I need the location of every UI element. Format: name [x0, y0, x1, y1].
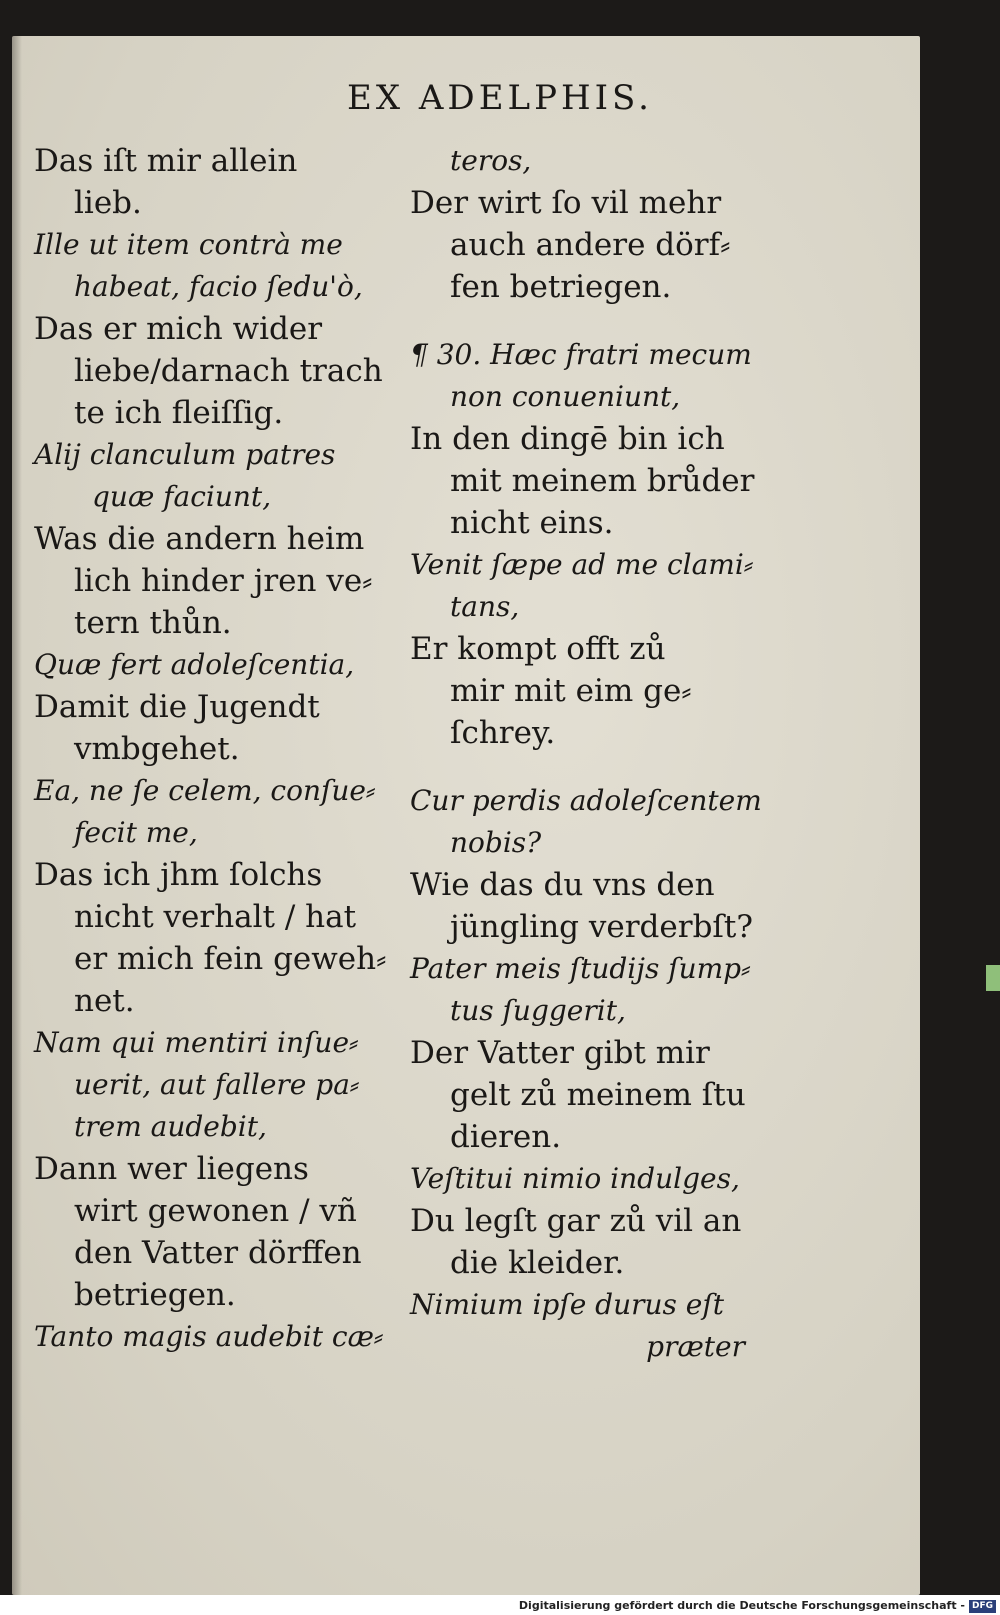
- german-line: Das ich jhm ſolchs: [34, 857, 323, 893]
- german-line: die kleider.: [450, 1245, 625, 1281]
- latin-line: Cur perdis adoleſcentem: [410, 784, 762, 817]
- german-line: net.: [74, 983, 135, 1019]
- right-column: [410, 140, 762, 1368]
- latin-line: non conueniunt,: [450, 380, 681, 413]
- latin-line: habeat, facio ſedu'ò,: [74, 270, 363, 303]
- german-line: nicht eins.: [450, 505, 614, 541]
- german-line: dieren.: [450, 1119, 562, 1155]
- german-line: nicht verhalt / hat: [74, 899, 357, 935]
- left-column: [34, 140, 387, 1358]
- footer-text: Digitalisierung gefördert durch die Deutsche Forschungsgemeinschaft -: [518, 1599, 965, 1612]
- german-line: mit meinem brůder: [450, 463, 755, 499]
- german-line: betriegen.: [74, 1277, 236, 1313]
- latin-line: fecit me,: [74, 816, 198, 849]
- latin-line: Nimium ipſe durus eſt: [410, 1288, 724, 1321]
- running-head: EX ADELPHIS.: [347, 78, 653, 118]
- german-line: te ich fleiſſig.: [74, 395, 284, 431]
- german-line: Du legſt gar zů vil an: [410, 1203, 742, 1239]
- german-line: ſchrey.: [450, 715, 556, 751]
- german-line: Wie das du vns den: [410, 867, 715, 903]
- german-line: In den dingē bin ich: [410, 421, 725, 457]
- latin-line: Nam qui mentiri inſue⸗: [34, 1026, 359, 1059]
- german-line: Dann wer liegens: [34, 1151, 309, 1187]
- german-line: er mich fein geweh⸗: [74, 941, 387, 977]
- german-line: den Vatter dörffen: [74, 1235, 362, 1271]
- german-line: jüngling verderbſt?: [450, 909, 753, 945]
- latin-line: trem audebit,: [74, 1110, 267, 1143]
- color-tab-mark: [986, 965, 1000, 991]
- latin-line: teros,: [450, 144, 532, 177]
- digitization-footer: [0, 1596, 1000, 1615]
- german-line: vmbgehet.: [74, 731, 240, 767]
- latin-line: quæ faciunt,: [92, 480, 272, 513]
- latin-line: uerit, aut fallere pa⸗: [74, 1068, 360, 1101]
- paragraph-gap: [410, 308, 755, 334]
- german-line: Damit die Jugendt: [34, 689, 320, 725]
- german-line: Der wirt ſo vil mehr: [410, 185, 722, 221]
- german-line: fen betriegen.: [450, 269, 672, 305]
- paragraph-gap: [410, 754, 755, 780]
- latin-line: Veſtitui nimio indulges,: [410, 1162, 740, 1195]
- german-line: Das iſt mir allein: [34, 143, 298, 179]
- latin-line: nobis?: [450, 826, 542, 859]
- latin-line: Venit ſæpe ad me clami⸗: [410, 548, 754, 581]
- german-line: lich hinder jren ve⸗: [74, 563, 373, 599]
- latin-line: tans,: [450, 590, 520, 623]
- latin-line: ¶ 30. Hæc fratri mecum: [410, 338, 752, 371]
- latin-line: Ea, ne ſe celem, conſue⸗: [34, 774, 376, 807]
- german-line: mir mit eim ge⸗: [450, 673, 692, 709]
- latin-line: præter: [646, 1330, 745, 1363]
- german-line: lieb.: [74, 185, 142, 221]
- latin-line: Quæ fert adoleſcentia,: [34, 648, 355, 681]
- page-shadow: [12, 36, 22, 1595]
- german-line: wirt gewonen / vñ: [74, 1193, 357, 1229]
- german-line: liebe/darnach trach: [74, 353, 383, 389]
- latin-line: Tanto magis audebit cæ⸗: [34, 1320, 384, 1353]
- latin-line: tus ſuggerit,: [450, 994, 626, 1027]
- dfg-logo: DFG: [969, 1600, 996, 1613]
- latin-line: Pater meis ſtudijs ſump⸗: [410, 952, 751, 985]
- german-line: Das er mich wider: [34, 311, 323, 347]
- german-line: Er kompt offt zů: [410, 631, 666, 667]
- latin-line: Ille ut item contrà me: [34, 228, 343, 261]
- german-line: gelt zů meinem ſtu: [450, 1077, 746, 1113]
- german-line: auch andere dörf⸗: [450, 227, 731, 263]
- german-line: Der Vatter gibt mir: [410, 1035, 710, 1071]
- german-line: Was die andern heim: [34, 521, 365, 557]
- latin-line: Alij clanculum patres: [34, 438, 336, 471]
- german-line: tern thůn.: [74, 605, 232, 641]
